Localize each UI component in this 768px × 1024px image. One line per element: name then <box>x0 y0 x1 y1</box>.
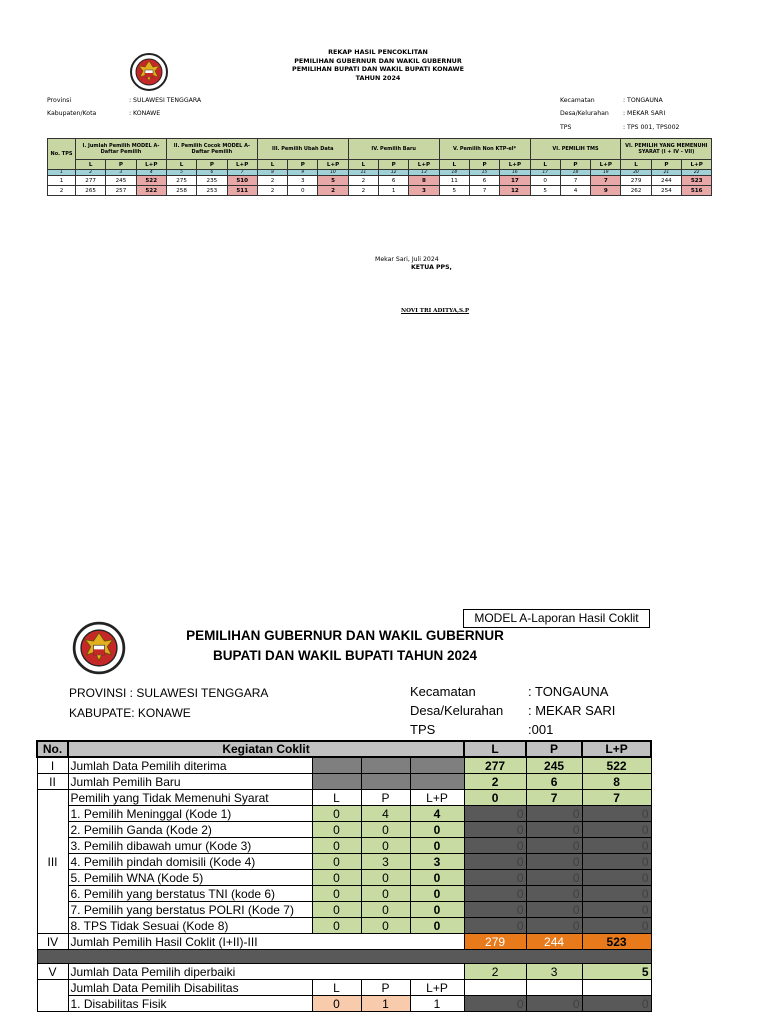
recap-kabupaten-label: Kabupaten/Kota <box>47 110 97 117</box>
tms-item-z: 0 <box>464 854 526 870</box>
tms-item-label: 7. Pemilih yang berstatus POLRI (Kode 7) <box>68 902 312 918</box>
sub-lp: L+P <box>318 160 348 170</box>
coklit-header-row <box>37 741 651 757</box>
recap-header-5: V. Pemilih Non KTP-el* <box>439 139 530 160</box>
tms-item-lp: 0 <box>410 902 464 918</box>
recap-title-line-1: REKAP HASIL PENCOKLITAN <box>328 48 428 56</box>
recap-cell: 275 <box>166 176 196 186</box>
row-ii-lp: 8 <box>582 774 651 790</box>
tms-item-lp: 0 <box>410 918 464 934</box>
tms-item-z: 0 <box>582 886 651 902</box>
tms-item-lp: 0 <box>410 870 464 886</box>
sub-lp: L+P <box>409 160 439 170</box>
tms-item-z: 0 <box>464 886 526 902</box>
row-ii-filler <box>410 774 464 790</box>
row-disabilitas-sub-lp: L+P <box>410 980 464 996</box>
sign-role: KETUA PPS, <box>411 264 452 271</box>
disabilitas-fisik-z: 0 <box>582 996 651 1012</box>
recap-header-3: III. Pemilih Ubah Data <box>257 139 348 160</box>
recap-col-number: 17 <box>530 170 560 176</box>
sub-l: L <box>439 160 469 170</box>
recap-cell: 11 <box>439 176 469 186</box>
recap-header-1: I. Jumlah Pemilih MODEL A-Daftar Pemilih <box>76 139 167 160</box>
recap-tps-number: 2 <box>48 186 76 196</box>
row-disabilitas-empty <box>526 980 582 996</box>
sub-lp: L+P <box>136 160 166 170</box>
row-i-label: Jumlah Data Pemilih diterima <box>68 757 312 774</box>
sub-l: L <box>257 160 287 170</box>
tms-item-l: 0 <box>312 870 361 886</box>
recap-cell: 2 <box>348 186 378 196</box>
tms-item-z: 0 <box>464 806 526 822</box>
recap-col-number: 9 <box>288 170 318 176</box>
sub-p: P <box>106 160 136 170</box>
row-iii-no: III <box>37 790 68 934</box>
sub-p: P <box>197 160 227 170</box>
row-ii-p: 6 <box>526 774 582 790</box>
row-disabilitas-empty <box>582 980 651 996</box>
disabilitas-fisik-z: 0 <box>526 996 582 1012</box>
recap-cell: 3 <box>409 186 439 196</box>
tms-item-l: 0 <box>312 902 361 918</box>
row-v-lp: 5 <box>582 964 651 980</box>
row-ii-l: 2 <box>464 774 526 790</box>
row-i-p: 245 <box>526 757 582 774</box>
tms-item-l: 0 <box>312 886 361 902</box>
recap-cell: 522 <box>136 176 166 186</box>
tms-item-z: 0 <box>464 918 526 934</box>
row-i-no: I <box>37 757 68 774</box>
head-p: P <box>526 741 582 757</box>
tms-item-p: 0 <box>361 886 410 902</box>
tms-item-z: 0 <box>526 854 582 870</box>
tms-item-lp: 3 <box>410 854 464 870</box>
recap-cell: 244 <box>651 176 681 186</box>
tms-item-p: 3 <box>361 854 410 870</box>
sub-p: P <box>560 160 590 170</box>
row-v-no: V <box>37 964 68 980</box>
recap-col-number: 2 <box>76 170 106 176</box>
sub-lp: L+P <box>591 160 621 170</box>
recap-cell: 511 <box>227 186 257 196</box>
recap-title-line-4: TAHUN 2024 <box>355 73 401 82</box>
recap-col-number: 18 <box>560 170 590 176</box>
form-desa-value: : MEKAR SARI <box>528 703 616 718</box>
row-i-lp: 522 <box>582 757 651 774</box>
row-iii-l: 0 <box>464 790 526 806</box>
kpu-logo-icon <box>128 52 170 92</box>
recap-col-number: 7 <box>227 170 257 176</box>
recap-col-number: 5 <box>166 170 196 176</box>
recap-col-number: 1 <box>48 170 76 176</box>
row-iii <box>37 790 651 806</box>
recap-tps-label: TPS <box>560 124 572 131</box>
recap-cell: 516 <box>682 186 712 196</box>
tms-item-row <box>37 838 651 854</box>
form-title-line-2: BUPATI DAN WAKIL BUPATI TAHUN 2024 <box>212 648 477 663</box>
disabilitas-fisik-label: 1. Disabilitas Fisik <box>68 996 312 1012</box>
sub-lp: L+P <box>682 160 712 170</box>
recap-col-number: 21 <box>651 170 681 176</box>
tms-item-z: 0 <box>582 918 651 934</box>
form-kabupaten: KABUPATE: KONAWE <box>69 706 191 720</box>
row-iv-l: 279 <box>464 934 526 950</box>
recap-desa-value: : MEKAR SARI <box>623 110 666 117</box>
tms-item-l: 0 <box>312 838 361 854</box>
form-title-line-1: PEMILIHAN GUBERNUR DAN WAKIL GUBERNUR <box>186 628 504 643</box>
tms-item-z: 0 <box>464 838 526 854</box>
row-iv-p: 244 <box>526 934 582 950</box>
form-kecamatan-value: : TONGAUNA <box>528 684 609 699</box>
recap-col-number: 20 <box>621 170 651 176</box>
row-ii-filler <box>312 774 361 790</box>
separator-band <box>37 950 651 964</box>
recap-cell: 1 <box>379 186 409 196</box>
separator-band-cell <box>37 950 651 964</box>
tms-item-label: 4. Pemilih pindah domisili (Kode 4) <box>68 854 312 870</box>
recap-cell: 5 <box>318 176 348 186</box>
row-iii-sub-l: L <box>312 790 361 806</box>
recap-cell: 6 <box>469 176 499 186</box>
tms-item-lp: 0 <box>410 886 464 902</box>
disabilitas-item-row <box>37 996 651 1012</box>
row-iii-lp: 7 <box>582 790 651 806</box>
recap-cell: 6 <box>379 176 409 186</box>
recap-header-4: IV. Pemilih Baru <box>348 139 439 160</box>
row-iii-sub-lp: L+P <box>410 790 464 806</box>
recap-cell: 510 <box>227 176 257 186</box>
row-iv-lp: 523 <box>582 934 651 950</box>
tms-item-z: 0 <box>582 870 651 886</box>
head-kegiatan: Kegiatan Coklit <box>68 741 464 757</box>
recap-cell: 523 <box>682 176 712 186</box>
recap-col-number: 15 <box>469 170 499 176</box>
form-title <box>160 626 530 666</box>
sub-p: P <box>469 160 499 170</box>
recap-col-number: 6 <box>197 170 227 176</box>
tms-item-p: 0 <box>361 918 410 934</box>
coklit-table <box>36 740 652 1012</box>
recap-cell: 265 <box>76 186 106 196</box>
recap-cell: 3 <box>288 176 318 186</box>
tms-item-z: 0 <box>526 822 582 838</box>
recap-cell: 7 <box>560 176 590 186</box>
recap-title <box>178 48 578 82</box>
recap-cell: 7 <box>591 176 621 186</box>
form-desa-label: Desa/Kelurahan <box>410 703 504 718</box>
recap-cell: 262 <box>621 186 651 196</box>
tms-item-row <box>37 886 651 902</box>
sub-l: L <box>166 160 196 170</box>
tms-item-z: 0 <box>464 870 526 886</box>
tms-item-z: 0 <box>582 806 651 822</box>
row-i-filler <box>361 757 410 774</box>
tms-item-z: 0 <box>526 838 582 854</box>
recap-header-7: VI. PEMILIH YANG MEMENUHI SYARAT (I + IV - VII) <box>621 139 712 160</box>
form-kecamatan-label: Kecamatan <box>410 684 476 699</box>
row-v-label: Jumlah Data Pemilih diperbaiki <box>68 964 464 980</box>
tms-item-lp: 0 <box>410 838 464 854</box>
recap-cell: 4 <box>560 186 590 196</box>
recap-provinsi-value: : SULAWESI TENGGARA <box>129 97 202 104</box>
recap-cell: 0 <box>288 186 318 196</box>
row-disabilitas-empty <box>464 980 526 996</box>
row-iv-label: Jumlah Pemilih Hasil Coklit (I+II)-III <box>68 934 464 950</box>
sign-name: NOVI TRI ADITYA,S.P <box>401 308 470 314</box>
head-l: L <box>464 741 526 757</box>
tms-item-p: 0 <box>361 838 410 854</box>
tms-item-lp: 4 <box>410 806 464 822</box>
recap-cell: 2 <box>318 186 348 196</box>
form-provinsi: PROVINSI : SULAWESI TENGGARA <box>69 686 269 700</box>
row-v-l: 2 <box>464 964 526 980</box>
recap-cell: 9 <box>591 186 621 196</box>
recap-title-line-2: PEMILIHAN GUBERNUR DAN WAKIL GUBERNUR <box>294 56 462 65</box>
tms-item-p: 4 <box>361 806 410 822</box>
recap-header-row <box>48 139 712 160</box>
recap-col-number: 13 <box>409 170 439 176</box>
recap-col-number: 4 <box>136 170 166 176</box>
row-v <box>37 964 651 980</box>
row-v-p: 3 <box>526 964 582 980</box>
tms-item-z: 0 <box>526 918 582 934</box>
tms-item-row <box>37 902 651 918</box>
row-i-filler <box>312 757 361 774</box>
tms-item-z: 0 <box>526 870 582 886</box>
sub-lp: L+P <box>227 160 257 170</box>
disabilitas-fisik-z: 0 <box>464 996 526 1012</box>
recap-cell: 2 <box>257 176 287 186</box>
tms-item-row <box>37 870 651 886</box>
recap-cell: 522 <box>136 186 166 196</box>
recap-col-number: 12 <box>379 170 409 176</box>
recap-header-no: No. TPS <box>48 139 76 170</box>
recap-data-row <box>48 176 712 186</box>
recap-title-line-3: PEMILIHAN BUPATI DAN WAKIL BUPATI KONAWE <box>292 65 464 73</box>
recap-cell: 277 <box>76 176 106 186</box>
tms-item-row <box>37 822 651 838</box>
tms-item-row <box>37 854 651 870</box>
recap-kecamatan-value: : TONGAUNA <box>623 97 663 104</box>
row-iv <box>37 934 651 950</box>
recap-header-6: VI. PEMILIH TMS <box>530 139 621 160</box>
row-iii-p: 7 <box>526 790 582 806</box>
row-ii <box>37 774 651 790</box>
tms-item-z: 0 <box>582 854 651 870</box>
recap-col-number: 8 <box>257 170 287 176</box>
recap-cell: 245 <box>106 176 136 186</box>
recap-cell: 2 <box>348 176 378 186</box>
tms-item-lp: 0 <box>410 822 464 838</box>
recap-cell: 235 <box>197 176 227 186</box>
recap-table <box>47 138 712 196</box>
disabilitas-fisik-lp: 1 <box>410 996 464 1012</box>
recap-kabupaten-value: : KONAWE <box>129 110 161 117</box>
tms-item-l: 0 <box>312 822 361 838</box>
tms-item-p: 0 <box>361 870 410 886</box>
row-i-l: 277 <box>464 757 526 774</box>
tms-item-z: 0 <box>464 902 526 918</box>
tms-item-row <box>37 918 651 934</box>
sub-p: P <box>379 160 409 170</box>
tms-item-label: 2. Pemilih Ganda (Kode 2) <box>68 822 312 838</box>
row-i-filler <box>410 757 464 774</box>
row-ii-filler <box>361 774 410 790</box>
model-label: MODEL A-Laporan Hasil Coklit <box>463 609 650 628</box>
disabilitas-fisik-p: 1 <box>361 996 410 1012</box>
recap-data-row <box>48 186 712 196</box>
recap-col-number: 10 <box>318 170 348 176</box>
recap-subheader-row <box>48 160 712 170</box>
tms-item-z: 0 <box>464 822 526 838</box>
tms-item-z: 0 <box>582 822 651 838</box>
head-no: No. <box>37 741 68 757</box>
tms-item-row <box>37 806 651 822</box>
recap-cell: 5 <box>439 186 469 196</box>
recap-cell: 5 <box>530 186 560 196</box>
row-disabilitas-label: Jumlah Data Pemilih Disabilitas <box>68 980 312 996</box>
tms-item-label: 1. Pemilih Meninggal (Kode 1) <box>68 806 312 822</box>
row-iii-sub-p: P <box>361 790 410 806</box>
recap-cell: 0 <box>530 176 560 186</box>
row-disabilitas-sub-p: P <box>361 980 410 996</box>
tms-item-p: 0 <box>361 822 410 838</box>
recap-cell: 8 <box>409 176 439 186</box>
tms-item-z: 0 <box>526 886 582 902</box>
row-disabilitas-no <box>37 980 68 1012</box>
recap-provinsi-label: Provinsi <box>47 97 72 104</box>
recap-col-number: 22 <box>682 170 712 176</box>
recap-cell: 279 <box>621 176 651 186</box>
form-tps-value: :001 <box>528 722 554 737</box>
recap-header-2: II. Pemilih Cocok MODEL A-Daftar Pemilih <box>166 139 257 160</box>
recap-col-number: 11 <box>348 170 378 176</box>
tms-item-z: 0 <box>582 902 651 918</box>
recap-col-number: 3 <box>106 170 136 176</box>
recap-cell: 12 <box>500 186 530 196</box>
tms-item-p: 0 <box>361 902 410 918</box>
kpu-logo-icon <box>70 620 128 676</box>
tms-item-l: 0 <box>312 918 361 934</box>
recap-cell: 258 <box>166 186 196 196</box>
tms-item-label: 3. Pemilih dibawah umur (Kode 3) <box>68 838 312 854</box>
recap-col-number: 14 <box>439 170 469 176</box>
recap-cell: 2 <box>257 186 287 196</box>
recap-cell: 17 <box>500 176 530 186</box>
row-ii-label: Jumlah Pemilih Baru <box>68 774 312 790</box>
sub-l: L <box>530 160 560 170</box>
recap-kecamatan-label: Kecamatan <box>560 97 595 104</box>
sub-p: P <box>288 160 318 170</box>
sub-l: L <box>348 160 378 170</box>
sub-l: L <box>76 160 106 170</box>
row-disabilitas-sub-l: L <box>312 980 361 996</box>
tms-item-label: 6. Pemilih yang berstatus TNI (kode 6) <box>68 886 312 902</box>
row-i <box>37 757 651 774</box>
recap-desa-label: Desa/Kelurahan <box>560 110 609 117</box>
sign-place-date: Mekar Sari, Juli 2024 <box>375 256 439 263</box>
row-iv-no: IV <box>37 934 68 950</box>
tms-item-l: 0 <box>312 854 361 870</box>
tms-item-z: 0 <box>582 838 651 854</box>
tms-item-z: 0 <box>526 806 582 822</box>
form-tps-label: TPS <box>410 722 436 737</box>
recap-tps-number: 1 <box>48 176 76 186</box>
tms-item-label: 8. TPS Tidak Sesuai (Kode 8) <box>68 918 312 934</box>
row-ii-no: II <box>37 774 68 790</box>
recap-tps-value: : TPS 001, TPS002 <box>623 124 680 131</box>
recap-cell: 257 <box>106 186 136 196</box>
sub-lp: L+P <box>500 160 530 170</box>
sub-p: P <box>651 160 681 170</box>
head-lp: L+P <box>582 741 651 757</box>
tms-item-z: 0 <box>526 902 582 918</box>
row-disabilitas <box>37 980 651 996</box>
sub-l: L <box>621 160 651 170</box>
recap-cell: 7 <box>469 186 499 196</box>
recap-col-number: 19 <box>591 170 621 176</box>
recap-cell: 253 <box>197 186 227 196</box>
recap-cell: 254 <box>651 186 681 196</box>
recap-col-number: 16 <box>500 170 530 176</box>
row-iii-label: Pemilih yang Tidak Memenuhi Syarat <box>68 790 312 806</box>
tms-item-l: 0 <box>312 806 361 822</box>
tms-item-label: 5. Pemilih WNA (Kode 5) <box>68 870 312 886</box>
disabilitas-fisik-l: 0 <box>312 996 361 1012</box>
